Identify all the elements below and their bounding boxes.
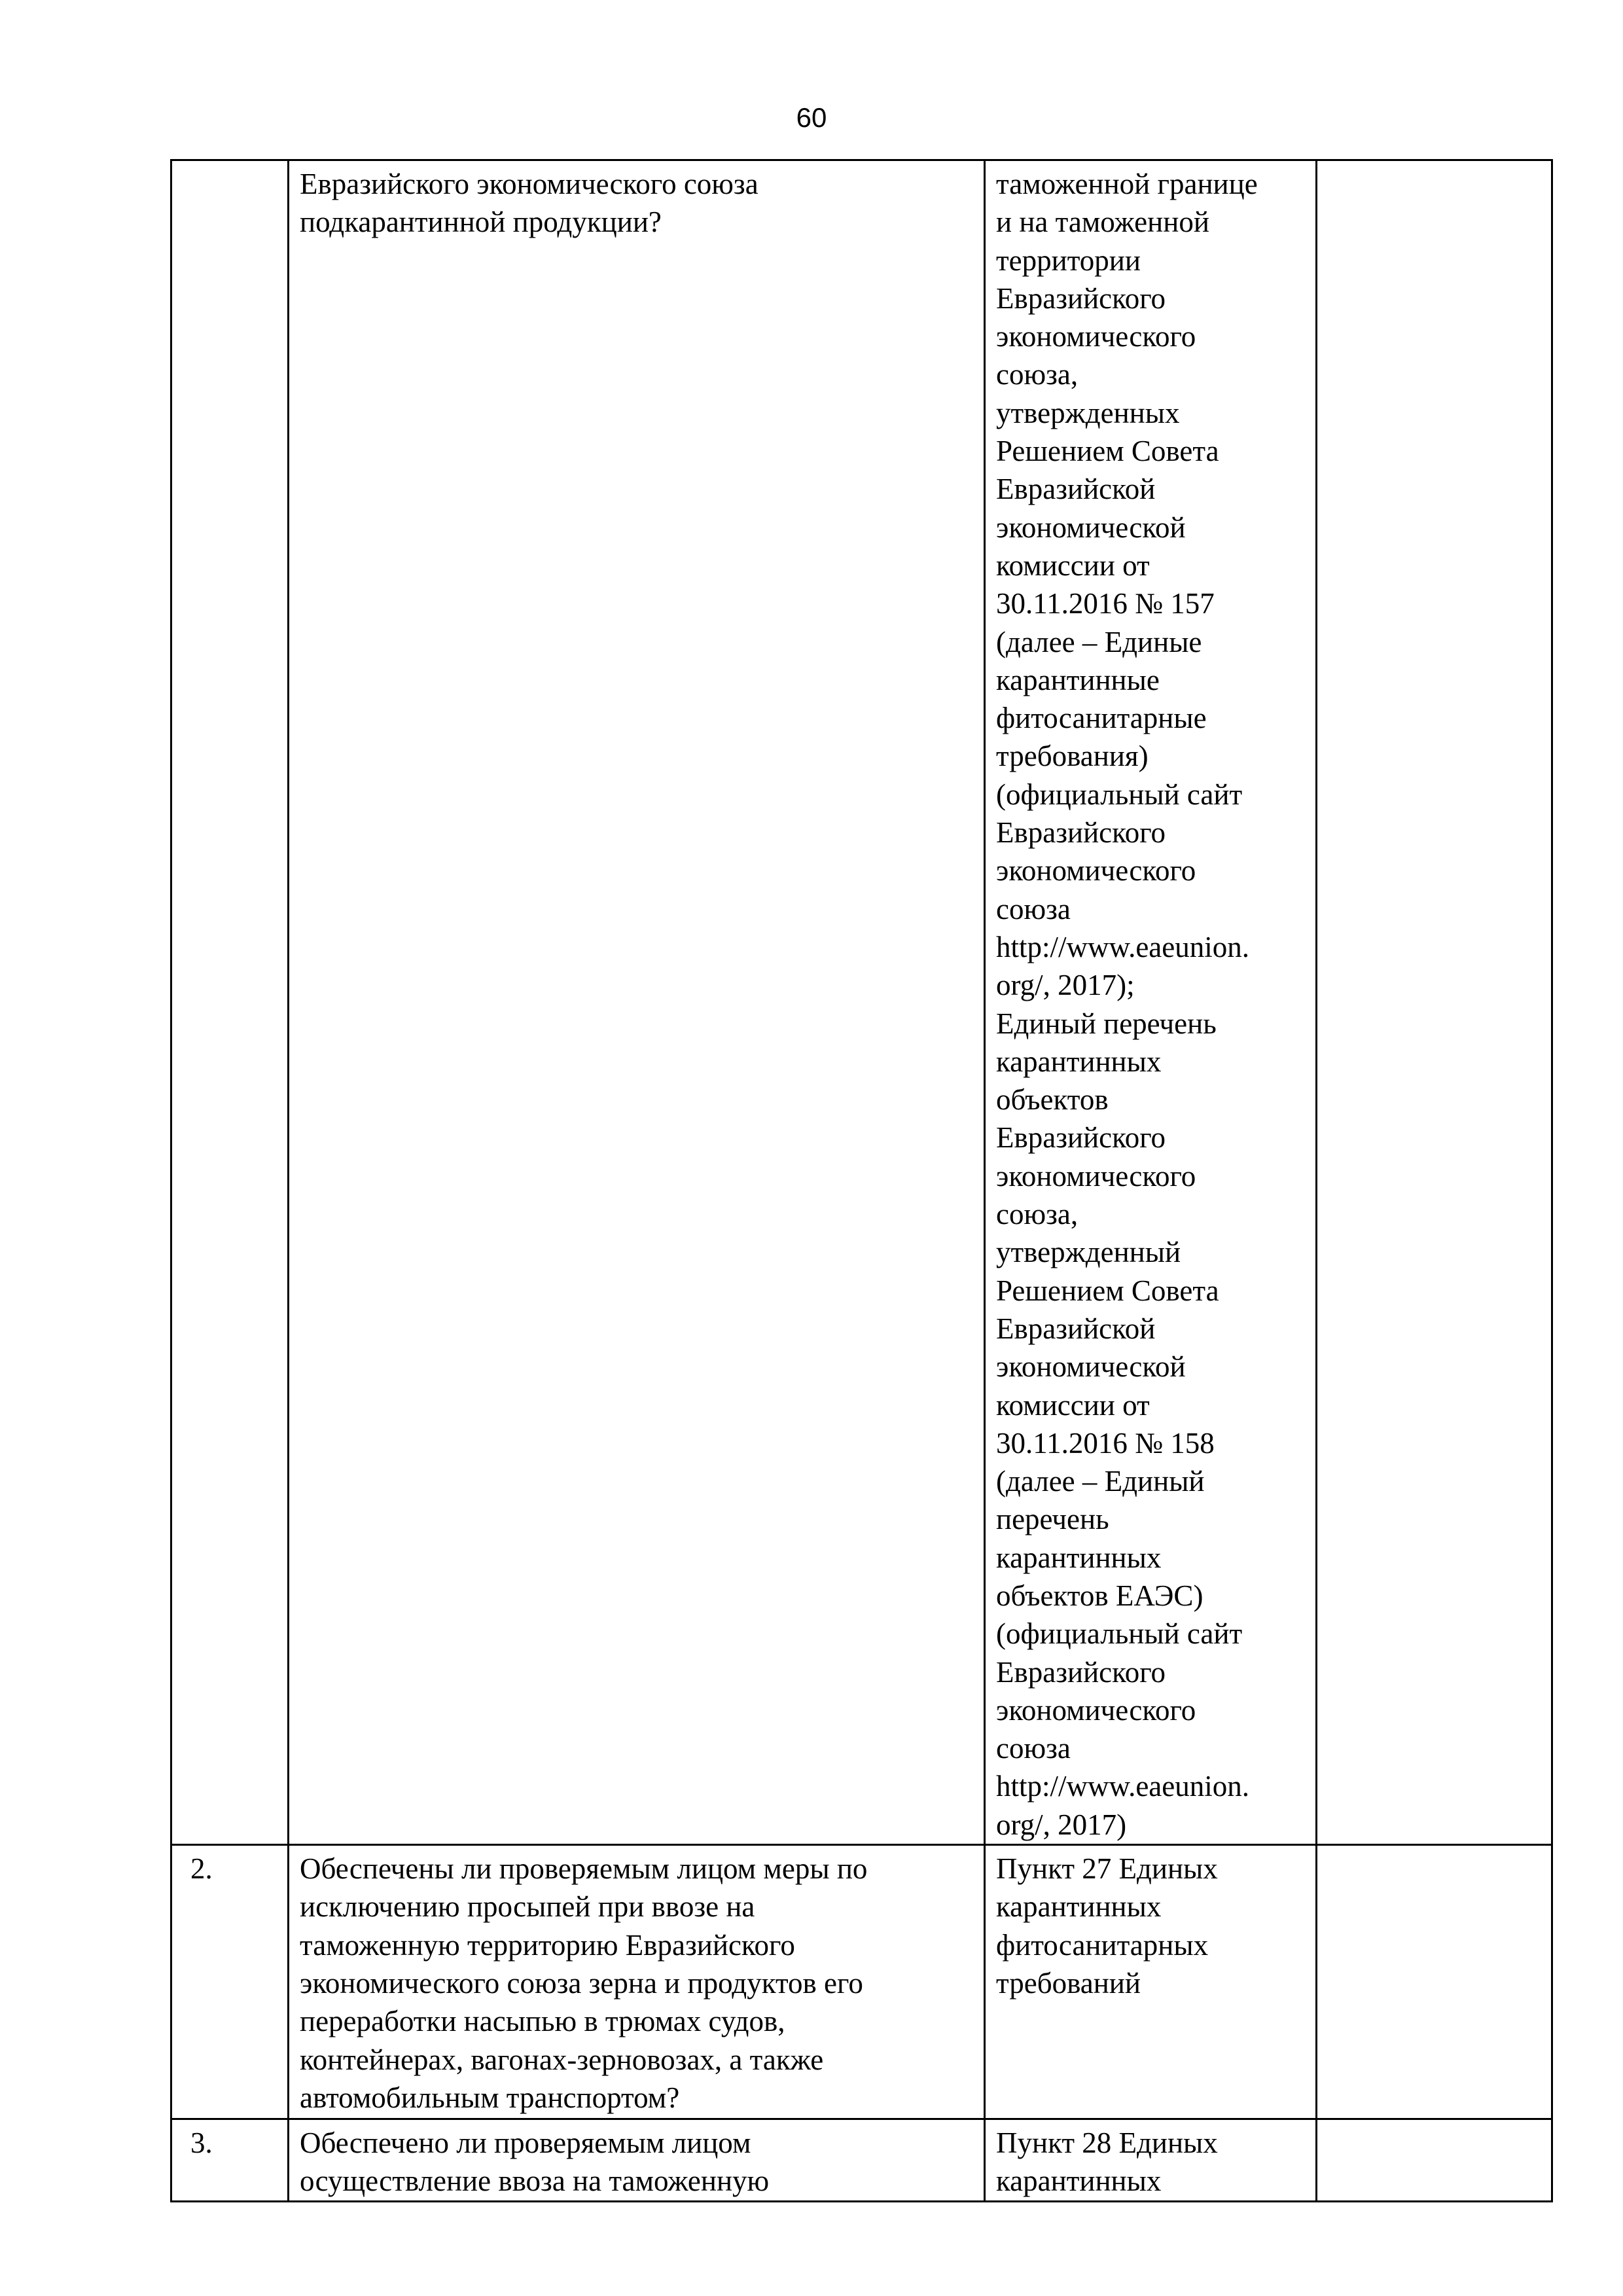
legal-basis-line: (официальный сайт (996, 1617, 1243, 1651)
legal-basis-line: фитосанитарных (996, 1928, 1209, 1962)
legal-basis-line: требований (996, 1966, 1141, 2000)
answer-cell[interactable] (1317, 1845, 1552, 2119)
question-line: исключению просыпей при ввозе на (300, 1890, 755, 1924)
checklist-table (170, 159, 1553, 2202)
legal-basis-line: экономического (996, 320, 1196, 353)
legal-basis-line: союза (996, 1732, 1071, 1765)
legal-basis-line: http://www.eaeunion. (996, 930, 1250, 963)
legal-basis-line: союза, (996, 1198, 1079, 1231)
legal-basis-line: Решением Совета (996, 435, 1219, 468)
question-line: Обеспечены ли проверяемым лицом меры по (300, 1852, 868, 1886)
row-number-cell (171, 160, 289, 1845)
legal-basis-line: Евразийского (996, 281, 1166, 315)
legal-basis-line: 30.11.2016 № 157 (996, 587, 1215, 620)
legal-basis-line: http://www.eaeunion. (996, 1770, 1250, 1803)
legal-basis-line: экономического (996, 854, 1196, 888)
question-line: Евразийского экономического союза (300, 168, 758, 200)
legal-basis-line: утвержденный (996, 1236, 1181, 1269)
table-row (171, 160, 1552, 1845)
answer-cell[interactable] (1317, 160, 1552, 1845)
legal-basis-line: союза, (996, 358, 1079, 391)
legal-basis-line: Евразийской (996, 473, 1156, 506)
legal-basis-line: (далее – Единые (996, 625, 1202, 658)
legal-basis-line: Единый перечень (996, 1007, 1217, 1040)
question-line: контейнерах, вагонах-зерновозах, а также (300, 2043, 824, 2076)
question-line: осуществление ввоза на таможенную (300, 2164, 770, 2198)
question-line: экономического союза зерна и продуктов его (300, 1966, 863, 2000)
legal-basis-line: карантинные (996, 663, 1160, 696)
legal-basis-line: Решением Совета (996, 1274, 1219, 1307)
question-cell (289, 1845, 985, 2119)
question-cell (289, 160, 985, 1845)
table-row (171, 1845, 1552, 2119)
legal-basis-line: экономического (996, 1693, 1196, 1727)
legal-basis-line: карантинных (996, 1541, 1162, 1574)
page-number: 60 (796, 102, 827, 133)
legal-basis-line: экономической (996, 1350, 1186, 1384)
legal-basis-line: утвержденных (996, 396, 1180, 429)
legal-basis-line: карантинных (996, 2164, 1162, 2198)
legal-basis-line: (далее – Единый (996, 1465, 1205, 1498)
legal-basis-line: экономического (996, 1159, 1196, 1193)
legal-basis-line: (официальный сайт (996, 778, 1243, 811)
legal-basis-line: территории (996, 243, 1141, 277)
legal-basis-line: Евразийского (996, 816, 1166, 850)
table-row (171, 2119, 1552, 2202)
legal-basis-line: фитосанитарные (996, 702, 1207, 735)
answer-cell[interactable] (1317, 2119, 1552, 2202)
legal-basis-cell (985, 160, 1317, 1845)
legal-basis-line: org/, 2017) (996, 1808, 1127, 1841)
legal-basis-line: Евразийского (996, 1121, 1166, 1155)
legal-basis-line: и на таможенной (996, 206, 1209, 239)
legal-basis-line: экономической (996, 511, 1186, 544)
legal-basis-line: карантинных (996, 1045, 1162, 1078)
question-line: переработки насыпью в трюмах судов, (300, 2005, 785, 2038)
legal-basis-line: Пункт 27 Единых (996, 1852, 1218, 1886)
question-cell (289, 2119, 985, 2202)
legal-basis-line: требования) (996, 740, 1149, 773)
row-number-cell: 3. (171, 2119, 289, 2202)
legal-basis-cell (985, 1845, 1317, 2119)
question-line: Обеспечено ли проверяемым лицом (300, 2126, 751, 2160)
legal-basis-line: карантинных (996, 1890, 1162, 1924)
legal-basis-line: Пункт 28 Единых (996, 2126, 1218, 2160)
question-line: таможенную территорию Евразийского (300, 1928, 795, 1962)
question-line: подкарантинной продукции? (300, 206, 662, 239)
legal-basis-line: комиссии от (996, 548, 1150, 582)
legal-basis-line: 30.11.2016 № 158 (996, 1426, 1215, 1460)
legal-basis-line: Евразийской (996, 1312, 1156, 1345)
legal-basis-line: перечень (996, 1503, 1109, 1536)
legal-basis-cell (985, 2119, 1317, 2202)
legal-basis-line: org/, 2017); (996, 969, 1135, 1002)
row-number-cell: 2. (171, 1845, 289, 2119)
legal-basis-line: Евразийского (996, 1655, 1166, 1689)
legal-basis-line: комиссии от (996, 1388, 1150, 1422)
legal-basis-line: объектов (996, 1083, 1109, 1117)
legal-basis-line: союза (996, 892, 1071, 925)
question-line: автомобильным транспортом? (300, 2081, 680, 2114)
legal-basis-line: объектов ЕАЭС) (996, 1579, 1204, 1612)
legal-basis-line: таможенной границе (996, 168, 1258, 200)
